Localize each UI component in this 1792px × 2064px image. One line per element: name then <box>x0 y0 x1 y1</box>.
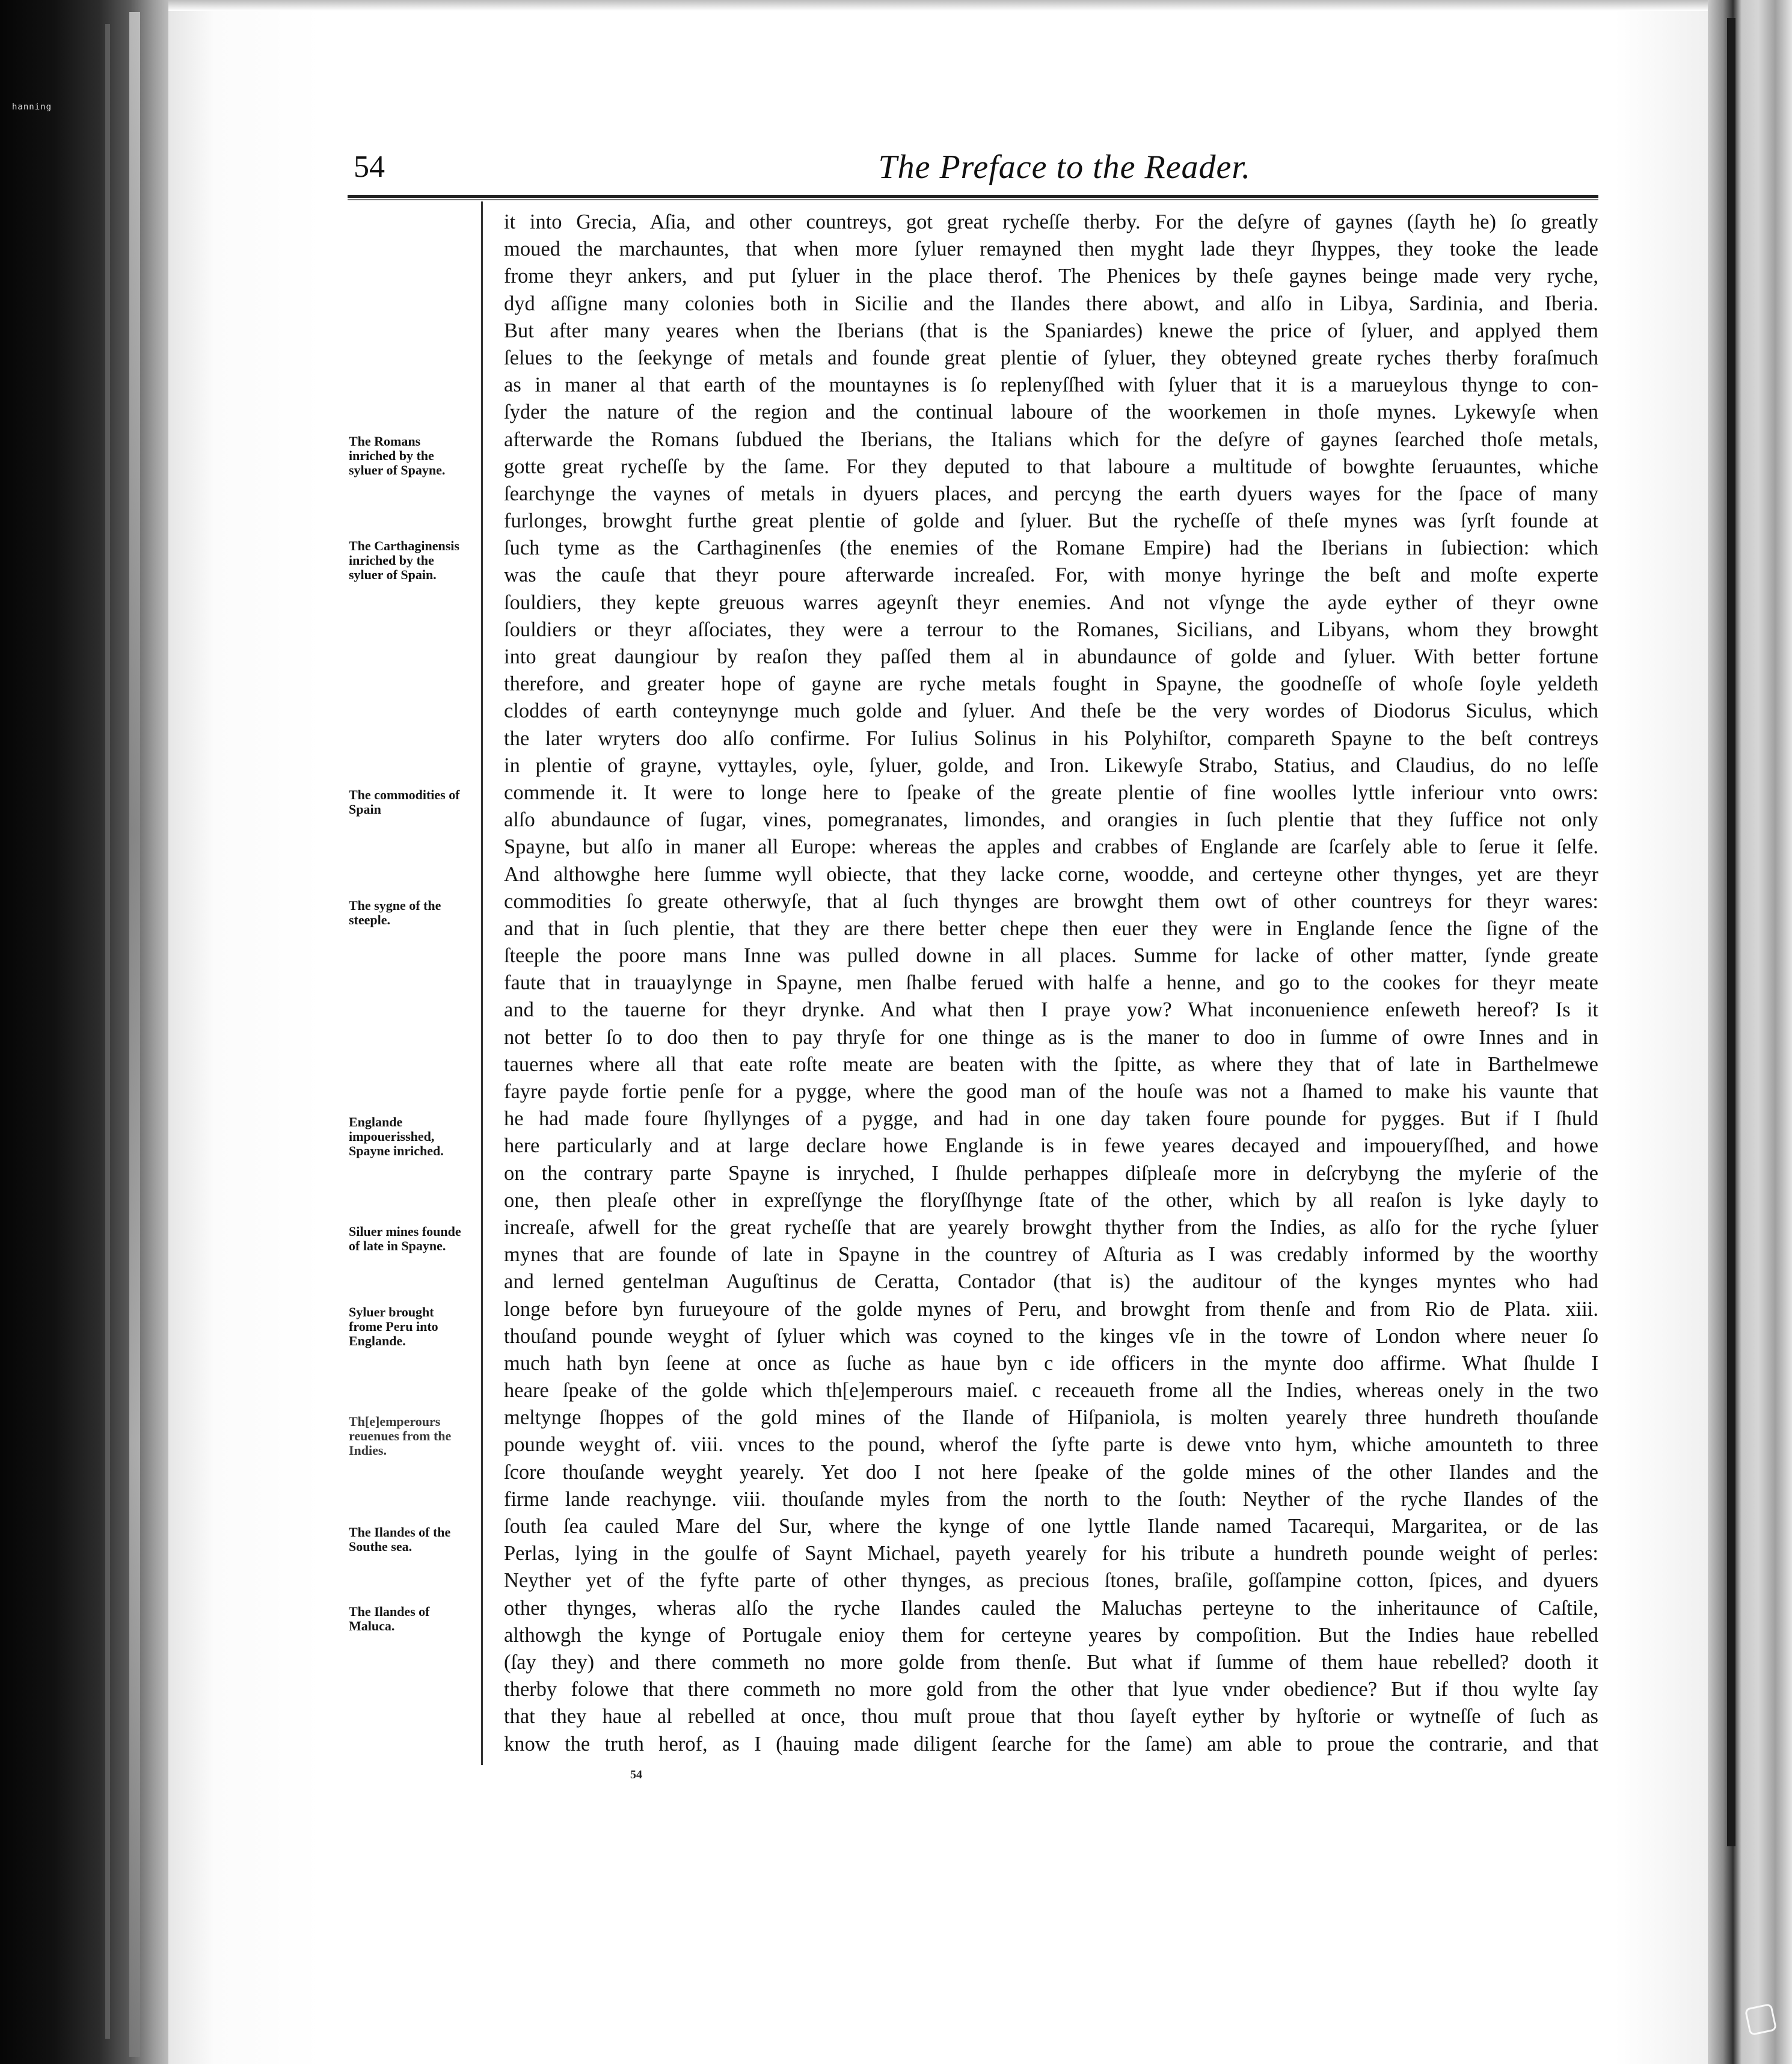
text-line: he had made foure ſhyllynges of a pygge, and had in one day taken foure pounde for pygges. But if I ſhuld <box>504 1107 1598 1131</box>
text-line: therefore, and greater hope of gayne are ryche metals fought in Spayne, the goodneſſe of whoſe ſoyle yeldeth <box>504 672 1598 696</box>
running-head: The Preface to the Reader. <box>878 149 1251 186</box>
text-line: And althowghe here ſumme wyll obiecte, that they lacke corne, woodde, and certeyne other thynges, yet are theyr <box>504 862 1598 886</box>
text-line: know the truth herof, as I (hauing made diligent ſearche for the ſame) am able to proue the contrarie, and that <box>504 1732 1598 1755</box>
margin-note: The sygne of the steeple. <box>349 898 441 927</box>
text-line: ſyder the nature of the region and the continual laboure of the woorkemen in thoſe mynes. Lykewyſe when <box>504 401 1598 424</box>
page-number: 54 <box>354 150 385 184</box>
text-line: therby folowe that there commeth no more gold from the other that lyue vnder obedience? But if thou wylte ſay <box>504 1678 1598 1701</box>
text-line: the later wryters doo alſo confirme. For Iulius Solinus in his Polyhiſtor, compareth Spayne to the beſt contreys <box>504 726 1598 750</box>
text-line: increaſe, afwell for the great rycheſſe that are yearely browght thyther from the Indies, as alſo for the ryche ſyluer <box>504 1215 1598 1239</box>
text-line: and to the tauerne for theyr drynke. And what then I praye yow? What inconuenience enſeweth hereof? Is it <box>504 998 1598 1022</box>
text-line: tauernes where all that eate roſte meate are beaten with the ſpitte, as where they that of late in Barthelmewe <box>504 1052 1598 1076</box>
text-line: commodities ſo greate otherwyſe, that al ſuch thynges are browght them owt of other countreys for theyr wares: <box>504 889 1598 913</box>
text-line: Perlas, lying in the goulfe of Saynt Michael, payeth yearely for his tribute a hundreth pounde weight of perles: <box>504 1542 1598 1565</box>
text-line: ſouldiers or theyr aſſociates, they were a terrour to the Romanes, Sicilians, and Libyans, whom they browght <box>504 618 1598 641</box>
text-line: dyd aſſigne many colonies both in Sicilie and the Ilandes there abowt, and alſo in Libya, Sardinia, and Iberia. <box>504 292 1598 315</box>
text-line: ſcore thouſande weyght yearely. Yet doo I not here ſpeake of the golde mines of the other Ilandes and the <box>504 1460 1598 1484</box>
text-line: furlonges, browght furthe great plentie of golde and ſyluer. But the rycheſſe of theſe mynes was ſyrſt founde at <box>504 509 1598 533</box>
text-line: commende it. It were to longe here to ſpeake of the greate plentie of fine woolles lyttle inferiour vnto owrs: <box>504 781 1598 804</box>
text-line: cloddes of earth conteynynge much golde and ſyluer. And theſe be the very wordes of Diodorus Siculus, which <box>504 699 1598 723</box>
text-line: as in maner al that earth of the mountaynes is ſo replenyſſhed with ſyluer that it is a marueylous thynge to con- <box>504 373 1598 397</box>
text-line: it into Grecia, Aſia, and other countreys, got great rycheſſe therby. For the deſyre of gaynes (ſayth he) ſo greatly <box>504 210 1598 233</box>
text-line: much hath byn ſeene at once as ſuche as haue byn c ide officers in the mynte doo affirme. What ſhulde I <box>504 1351 1598 1375</box>
text-line: ſuch tyme as the Carthaginenſes (the enemies of the Romane Empire) had the Iberians in ſubiection: which <box>504 536 1598 560</box>
margin-note: The Carthaginensis inriched by the syluer of Spain. <box>349 538 459 582</box>
margin-note: The Ilandes of the Southe sea. <box>349 1525 451 1554</box>
text-line: ſteeple the poore mans Inne was pulled downe in all places. Summe for lacke of other matter, ſynde greate <box>504 944 1598 968</box>
text-line: ſelues to the ſeekynge of metals and founde great plentie of ſyluer, they obteyned greate ryches therby foraſmuch <box>504 346 1598 369</box>
margin-note: The commodities of Spain <box>349 787 460 817</box>
margin-note: The Romans inriched by the syluer of Spayne. <box>349 434 446 478</box>
text-line: alſo abundaunce of ſugar, vines, pomegranates, limondes, and orangies in ſuch plentie that they ſuffice not only <box>504 808 1598 832</box>
text-line: not better ſo to doo then to pay thryſe for one thinge as is the maner to doo in ſumme of owre Innes and in <box>504 1025 1598 1049</box>
binding-edge-highlight <box>129 12 140 2057</box>
text-line: other thynges, wheras alſo the ryche Ilandes cauled the Maluchas perteyne to the inheritaunce of Caſtile, <box>504 1596 1598 1620</box>
margin-note: Englande impouerisshed, Spayne inriched. <box>349 1114 444 1158</box>
margin-column-rule <box>481 201 483 1765</box>
text-line: in plentie of grayne, vyttayles, oyle, ſyluer, golde, and Iron. Likewyſe Strabo, Statius, and Claudius, do no leſſe <box>504 754 1598 777</box>
text-line: Spayne, but alſo in maner all Europe: whereas the apples and crabbes of Englande are ſcarſely able to ſerue it ſelfe. <box>504 835 1598 859</box>
body-text <box>504 210 1598 1760</box>
text-line: on the contrary parte Spayne is inryched, I ſhulde perhappes diſpleaſe more in deſcrybyng the myſerie of the <box>504 1161 1598 1185</box>
text-line: ſouth ſea cauled Mare del Sur, where the kynge of one lyttle Ilande named Tacarequi, Margaritea, or de las <box>504 1515 1598 1538</box>
margin-note: The Ilandes of Maluca. <box>349 1604 430 1633</box>
page-edge-bar <box>1727 18 1735 1846</box>
page-top-shadow <box>168 0 1708 11</box>
header-rule-thin <box>348 199 1598 200</box>
text-line: frome theyr ankers, and put ſyluer in the place therof. The Phenices by theſe gaynes beinge made very ryche, <box>504 265 1598 288</box>
margin-note: Siluer mines founde of late in Spayne. <box>349 1224 461 1253</box>
text-line: thouſand pounde weyght of ſyluer which was coyned to the kinges vſe in the towre of London where neuer ſo <box>504 1324 1598 1348</box>
text-line: ſouldiers, they kepte greuous warres ageynſt theyr enemies. And not vſynge the ayde eyther of theyr owne <box>504 591 1598 614</box>
text-line: heare ſpeake of the golde which th[e]emperours maieſ. c receaueth frome all the Indies, whereas onely in the two <box>504 1379 1598 1402</box>
scanner-corner-icon <box>1744 2003 1778 2036</box>
folio-number: 54 <box>630 1768 642 1781</box>
text-line: that they haue al rebelled at once, thou muſt proue that thou ſayeſt eyther by hyſtorie or wytneſſe of ſuch as <box>504 1705 1598 1728</box>
text-line: faute that in trauaylynge in Spayne, men ſhalbe ferued with halfe a henne, and go to the cookes for theyr meate <box>504 971 1598 995</box>
text-line: But after many yeares when the Iberians (that is the Spaniardes) knewe the price of ſyluer, and applyed them <box>504 319 1598 342</box>
text-line: one, then pleaſe other in expreſſynge the floryſſhynge ſtate of the other, which by all reaſon is lyke dayly to <box>504 1188 1598 1212</box>
text-line: into great daungiour by reaſon they paſſed them al in abundaunce of golde and ſyluer. With better fortune <box>504 645 1598 668</box>
text-line: (ſay they) and there commeth no more golde from thenſe. But what if ſumme of them haue rebelled? dooth it <box>504 1650 1598 1674</box>
text-line: Neyther yet of the fyfte parte of other thynges, as precious ſtones, braſile, goſſampine cotton, ſpices, and dyuers <box>504 1569 1598 1593</box>
text-line: and that in ſuch plentie, that they are there better chepe then euer they were in Englande ſence the ſigne of the <box>504 917 1598 940</box>
margin-note: Syluer brought frome Peru into Englande. <box>349 1304 438 1348</box>
header-rule <box>348 195 1598 198</box>
text-line: here particularly and at large declare howe Englande is in fewe yeares decayed and impoueryſſhed, and howe <box>504 1134 1598 1158</box>
text-line: longe before byn furueyoure of the golde mynes of Peru, and browght from thenſe and from Rio de Plata. xiii. <box>504 1297 1598 1321</box>
binding-edge <box>105 24 110 2039</box>
text-line: was the cauſe that theyr poure afterwarde increaſed. For, with monye hyringe the beſt and moſte experte <box>504 564 1598 587</box>
page-right-edge <box>1708 0 1792 2064</box>
text-line: gotte great rycheſſe by the ſame. For they deputed to that laboure a multitude of bowghte ſeruauntes, whiche <box>504 455 1598 478</box>
text-line: firme lande reachynge. viii. thouſande myles from the north to the ſouth: Neyther of the ryche Ilandes of the <box>504 1487 1598 1511</box>
text-line: fayre payde fortie penſe for a pygge, where the good man of the houſe was not a ſhamed to make his vaunte that <box>504 1080 1598 1103</box>
text-line: moued the marchauntes, that when more ſyluer remayned then myght lade theyr ſhyppes, they tooke the leade <box>504 238 1598 261</box>
scan-tape-label: hanning <box>12 102 52 112</box>
text-line: pounde weyght of. viii. vnces to the pound, wherof the ſyfte parte is dewe vnto hym, whiche amounteth to three <box>504 1433 1598 1457</box>
text-line: mynes that are founde of late in Spayne in the countrey of Aſturia as I was credably informed by the woorthy <box>504 1243 1598 1267</box>
text-line: althowgh the kynge of Portugale enioy them for certeyne yeares by compoſition. But the Indies haue rebelled <box>504 1623 1598 1647</box>
margin-note: Th[e]emperours reuenues from the Indies. <box>349 1414 452 1458</box>
book-binding-shadow <box>0 0 180 2064</box>
text-line: and lerned gentelman Auguſtinus de Ceratta, Contador (that is) the auditour of the kynges myntes who had <box>504 1270 1598 1294</box>
text-line: afterwarde the Romans ſubdued the Iberians, the Italians which for the deſyre of gaynes ſearched thoſe metals, <box>504 428 1598 451</box>
text-line: meltynge ſhoppes of the gold mines of the Ilande of Hiſpaniola, is molten yearely three hundreth thouſande <box>504 1406 1598 1430</box>
text-line: ſearchynge the vaynes of metals in dyuers places, and percyng the earth dyuers wayes for the ſpace of many <box>504 482 1598 505</box>
